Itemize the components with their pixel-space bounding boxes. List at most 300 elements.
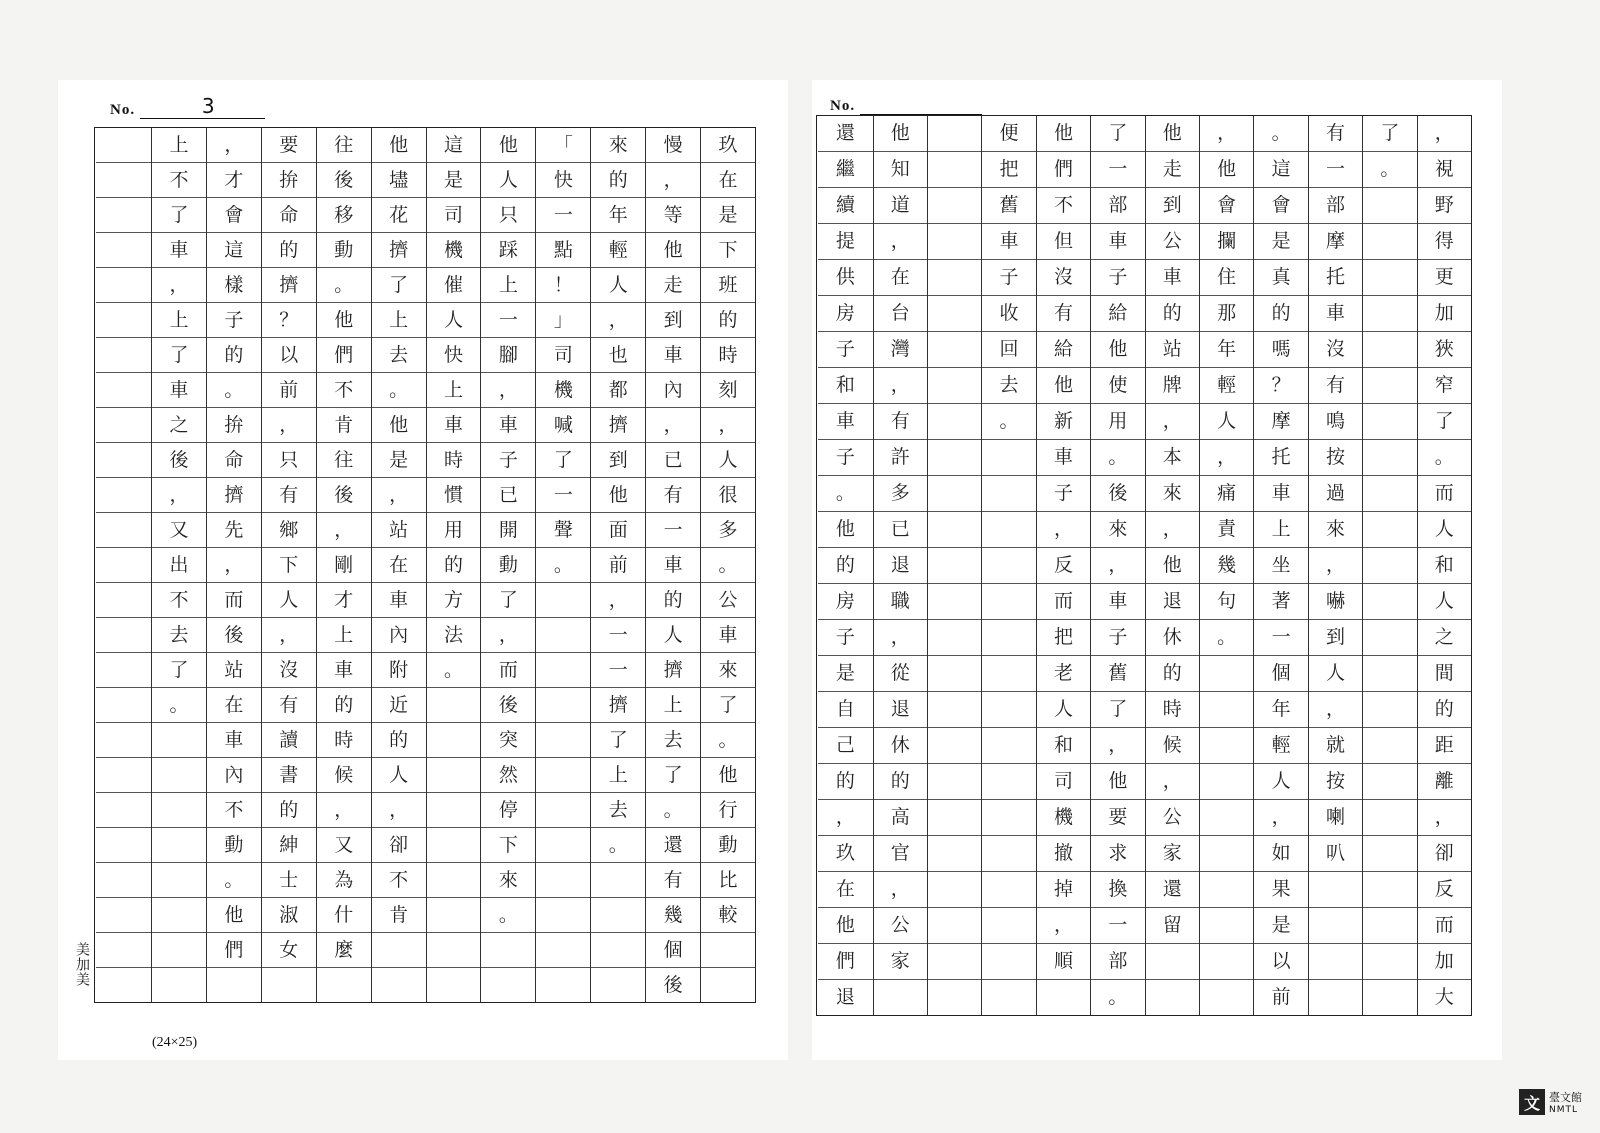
manuscript-cell: 高 bbox=[874, 799, 927, 835]
manuscript-cell: 突 bbox=[481, 722, 535, 757]
manuscript-cell: ， bbox=[317, 792, 371, 827]
manuscript-cell: 子 bbox=[207, 302, 261, 337]
manuscript-cell: 上 bbox=[427, 372, 481, 407]
manuscript-cell bbox=[536, 932, 590, 967]
manuscript-cell: 來 bbox=[481, 862, 535, 897]
manuscript-cell: 供 bbox=[818, 259, 872, 295]
manuscript-cell: 的 bbox=[207, 337, 261, 372]
manuscript-cell: 一 bbox=[481, 302, 535, 337]
manuscript-cell: 得 bbox=[1418, 223, 1471, 259]
manuscript-cell bbox=[1363, 655, 1416, 691]
manuscript-cell bbox=[481, 967, 535, 1002]
manuscript-cell: 停 bbox=[481, 792, 535, 827]
manuscript-cell: 喇 bbox=[1309, 799, 1362, 835]
manuscript-cell bbox=[1200, 655, 1253, 691]
manuscript-cell: 車 bbox=[1091, 583, 1144, 619]
manuscript-cell: 便 bbox=[999, 122, 1019, 144]
manuscript-cell: 樣 bbox=[207, 267, 261, 302]
manuscript-cell: 退 bbox=[874, 691, 927, 727]
manuscript-cell: 子 bbox=[481, 442, 535, 477]
manuscript-cell bbox=[96, 582, 151, 617]
manuscript-cell: 卻 bbox=[372, 827, 426, 862]
manuscript-cell: 更 bbox=[1418, 259, 1471, 295]
manuscript-cell: 人 bbox=[427, 302, 481, 337]
manuscript-cell: 換 bbox=[1091, 871, 1144, 907]
manuscript-cell: 一 bbox=[1091, 151, 1144, 187]
manuscript-cell: 他 bbox=[1037, 367, 1090, 403]
manuscript-cell: 是 bbox=[372, 442, 426, 477]
manuscript-cell: 子 bbox=[818, 619, 872, 655]
manuscript-cell: 有 bbox=[262, 477, 316, 512]
manuscript-cell: 為 bbox=[317, 862, 371, 897]
manuscript-cell: 壗 bbox=[372, 162, 426, 197]
manuscript-cell: ， bbox=[1146, 511, 1199, 547]
manuscript-cell bbox=[1200, 727, 1253, 763]
manuscript-cell: 後 bbox=[1091, 475, 1144, 511]
manuscript-column bbox=[316, 128, 371, 1002]
manuscript-cell: 然 bbox=[481, 757, 535, 792]
manuscript-cell bbox=[928, 619, 981, 655]
manuscript-cell: ， bbox=[317, 512, 371, 547]
manuscript-cell: 這 bbox=[207, 232, 261, 267]
manuscript-cell bbox=[96, 302, 151, 337]
manuscript-cell: 們 bbox=[207, 932, 261, 967]
manuscript-column bbox=[1308, 116, 1362, 1015]
manuscript-cell: 卻 bbox=[1418, 835, 1471, 871]
manuscript-cell: 踩 bbox=[481, 232, 535, 267]
manuscript-cell bbox=[982, 907, 1035, 943]
manuscript-cell: 狹 bbox=[1418, 331, 1471, 367]
manuscript-cell: 等 bbox=[646, 197, 700, 232]
manuscript-cell bbox=[1309, 943, 1362, 979]
manuscript-cell: 不 bbox=[152, 582, 206, 617]
manuscript-cell bbox=[928, 367, 981, 403]
manuscript-cell: 公 bbox=[1146, 223, 1199, 259]
manuscript-cell: 。 bbox=[701, 547, 755, 582]
page-number-prefix: No. bbox=[110, 102, 136, 118]
manuscript-cell: 公 bbox=[701, 582, 755, 617]
manuscript-cell: 那 bbox=[1200, 295, 1253, 331]
manuscript-cell: 行 bbox=[701, 792, 755, 827]
page-number-value: 3 bbox=[201, 94, 216, 118]
manuscript-cell: 的 bbox=[372, 722, 426, 757]
manuscript-cell bbox=[262, 967, 316, 1002]
manuscript-cell: 女 bbox=[262, 932, 316, 967]
manuscript-cell bbox=[1200, 907, 1253, 943]
manuscript-cell: 在 bbox=[372, 547, 426, 582]
manuscript-cell: 順 bbox=[1037, 943, 1090, 979]
manuscript-cell: 又 bbox=[317, 827, 371, 862]
manuscript-cell: 人 bbox=[591, 267, 645, 302]
manuscript-cell: 站 bbox=[207, 652, 261, 687]
manuscript-cell bbox=[427, 827, 481, 862]
manuscript-cell bbox=[1363, 907, 1416, 943]
manuscript-cell: ， bbox=[1146, 763, 1199, 799]
manuscript-cell: 近 bbox=[372, 687, 426, 722]
manuscript-cell bbox=[536, 582, 590, 617]
manuscript-cell bbox=[96, 162, 151, 197]
manuscript-cell bbox=[701, 932, 755, 967]
manuscript-cell: 子 bbox=[818, 439, 872, 475]
manuscript-cell: 己 bbox=[818, 727, 872, 763]
manuscript-cell bbox=[928, 691, 981, 727]
manuscript-cell bbox=[96, 967, 151, 1002]
manuscript-cell: 車 bbox=[372, 582, 426, 617]
manuscript-cell: 下 bbox=[262, 547, 316, 582]
manuscript-cell: ， bbox=[1037, 511, 1090, 547]
manuscript-cell: 命 bbox=[207, 442, 261, 477]
manuscript-cell bbox=[591, 897, 645, 932]
manuscript-cell bbox=[1363, 799, 1416, 835]
manuscript-cell: 用 bbox=[1091, 403, 1144, 439]
manuscript-cell bbox=[152, 897, 206, 932]
manuscript-cell bbox=[982, 835, 1035, 871]
manuscript-cell bbox=[1363, 691, 1416, 727]
manuscript-cell bbox=[96, 337, 151, 372]
manuscript-cell: 幾 bbox=[646, 897, 700, 932]
manuscript-cell: 一 bbox=[1309, 151, 1362, 187]
manuscript-cell: 房 bbox=[818, 583, 872, 619]
manuscript-column bbox=[818, 116, 872, 1015]
manuscript-cell: 已 bbox=[481, 477, 535, 512]
manuscript-cell bbox=[152, 722, 206, 757]
manuscript-cell bbox=[1200, 943, 1253, 979]
manuscript-cell: 。 bbox=[152, 687, 206, 722]
manuscript-cell: 收 bbox=[982, 295, 1035, 331]
manuscript-cell: 他 bbox=[207, 897, 261, 932]
manuscript-cell: 不 bbox=[1037, 187, 1090, 223]
manuscript-cell: 鄉 bbox=[262, 512, 316, 547]
manuscript-cell: 機 bbox=[1037, 799, 1090, 835]
manuscript-cell bbox=[536, 652, 590, 687]
manuscript-cell bbox=[1363, 727, 1416, 763]
manuscript-cell bbox=[152, 827, 206, 862]
manuscript-cell: 後 bbox=[207, 617, 261, 652]
manuscript-column bbox=[535, 128, 590, 1002]
manuscript-cell: 他 bbox=[1146, 547, 1199, 583]
manuscript-cell bbox=[928, 547, 981, 583]
manuscript-cell: 喊 bbox=[536, 407, 590, 442]
manuscript-cell: 又 bbox=[152, 512, 206, 547]
manuscript-cell bbox=[1363, 187, 1416, 223]
manuscript-cell: 會 bbox=[1254, 187, 1307, 223]
manuscript-cell: 離 bbox=[1418, 763, 1471, 799]
manuscript-cell: 都 bbox=[591, 372, 645, 407]
manuscript-cell: 是 bbox=[1254, 907, 1307, 943]
manuscript-cell: 牌 bbox=[1146, 367, 1199, 403]
manuscript-cell bbox=[207, 967, 261, 1002]
manuscript-cell: 刻 bbox=[701, 372, 755, 407]
manuscript-cell: 個 bbox=[646, 932, 700, 967]
manuscript-cell bbox=[1200, 835, 1253, 871]
manuscript-cell: ， bbox=[1091, 547, 1144, 583]
manuscript-cell bbox=[372, 932, 426, 967]
manuscript-cell: 車 bbox=[646, 337, 700, 372]
manuscript-cell: 人 bbox=[481, 162, 535, 197]
manuscript-cell: 人 bbox=[1254, 763, 1307, 799]
manuscript-cell: 什 bbox=[317, 897, 371, 932]
manuscript-column bbox=[590, 128, 645, 1002]
manuscript-cell: ， bbox=[591, 582, 645, 617]
manuscript-cell: 候 bbox=[1146, 727, 1199, 763]
manuscript-cell: 距 bbox=[1418, 727, 1471, 763]
manuscript-cell bbox=[928, 583, 981, 619]
manuscript-cell: 了 bbox=[1108, 122, 1128, 144]
manuscript-cell: 前 bbox=[262, 372, 316, 407]
manuscript-cell: 。 bbox=[207, 862, 261, 897]
manuscript-cell: 人 bbox=[372, 757, 426, 792]
manuscript-cell: 是 bbox=[701, 197, 755, 232]
manuscript-cell bbox=[427, 757, 481, 792]
manuscript-cell: 個 bbox=[1254, 655, 1307, 691]
manuscript-cell: 前 bbox=[591, 547, 645, 582]
manuscript-column bbox=[96, 128, 151, 1002]
manuscript-cell bbox=[982, 799, 1035, 835]
manuscript-cell: 多 bbox=[874, 475, 927, 511]
manuscript-cell: 的 bbox=[1146, 295, 1199, 331]
manuscript-cell: 的 bbox=[262, 232, 316, 267]
manuscript-cell: 托 bbox=[1309, 259, 1362, 295]
manuscript-cell: 他 bbox=[1053, 122, 1073, 144]
manuscript-cell: 班 bbox=[701, 267, 755, 302]
manuscript-cell: 家 bbox=[1146, 835, 1199, 871]
manuscript-cell bbox=[372, 967, 426, 1002]
manuscript-cell: 不 bbox=[152, 162, 206, 197]
manuscript-cell bbox=[96, 652, 151, 687]
manuscript-cell: 時 bbox=[701, 337, 755, 372]
manuscript-cell: 了 bbox=[481, 582, 535, 617]
manuscript-cell: 新 bbox=[1037, 403, 1090, 439]
manuscript-cell: 只 bbox=[262, 442, 316, 477]
manuscript-cell: 是 bbox=[818, 655, 872, 691]
manuscript-cell: 開 bbox=[481, 512, 535, 547]
manuscript-cell: 。 bbox=[701, 722, 755, 757]
manuscript-cell: 了 bbox=[1418, 403, 1471, 439]
manuscript-cell: 本 bbox=[1146, 439, 1199, 475]
manuscript-cell: 車 bbox=[152, 372, 206, 407]
manuscript-cell: 過 bbox=[1309, 475, 1362, 511]
manuscript-cell: 在 bbox=[874, 259, 927, 295]
manuscript-cell: 車 bbox=[1309, 295, 1362, 331]
manuscript-cell: 在 bbox=[818, 871, 872, 907]
manuscript-cell: ， bbox=[1200, 439, 1253, 475]
manuscript-cell: 。 bbox=[317, 267, 371, 302]
manuscript-cell bbox=[1363, 439, 1416, 475]
manuscript-cell: 。 bbox=[1091, 439, 1144, 475]
manuscript-cell: ， bbox=[874, 223, 927, 259]
manuscript-cell: 不 bbox=[317, 372, 371, 407]
manuscript-cell: ， bbox=[818, 799, 872, 835]
manuscript-cell bbox=[96, 547, 151, 582]
manuscript-cell: 車 bbox=[1037, 439, 1090, 475]
manuscript-cell: ， bbox=[646, 407, 700, 442]
manuscript-cell bbox=[96, 827, 151, 862]
manuscript-column bbox=[1036, 116, 1090, 1015]
manuscript-cell: 還 bbox=[835, 122, 855, 144]
manuscript-cell: 催 bbox=[427, 267, 481, 302]
manuscript-cell: 子 bbox=[982, 259, 1035, 295]
manuscript-column bbox=[1417, 116, 1471, 1015]
manuscript-cell: 而 bbox=[1418, 907, 1471, 943]
manuscript-cell: ， bbox=[262, 407, 316, 442]
manuscript-cell: 了 bbox=[591, 722, 645, 757]
manuscript-cell: 大 bbox=[1418, 979, 1471, 1015]
manuscript-cell: 老 bbox=[1037, 655, 1090, 691]
manuscript-cell: 提 bbox=[818, 223, 872, 259]
manuscript-cell: 。 bbox=[1200, 619, 1253, 655]
manuscript-cell bbox=[1309, 871, 1362, 907]
manuscript-cell: 去 bbox=[152, 617, 206, 652]
manuscript-cell: 續 bbox=[818, 187, 872, 223]
manuscript-grid-right bbox=[816, 115, 1472, 1016]
manuscript-cell: 他 bbox=[1091, 763, 1144, 799]
manuscript-cell: 擠 bbox=[262, 267, 316, 302]
archive-stamp-text bbox=[1549, 1089, 1582, 1115]
manuscript-cell: 才 bbox=[207, 162, 261, 197]
manuscript-cell: 拚 bbox=[262, 162, 316, 197]
manuscript-cell: 站 bbox=[1146, 331, 1199, 367]
manuscript-cell: 而 bbox=[481, 652, 535, 687]
manuscript-cell bbox=[536, 617, 590, 652]
manuscript-cell: 較 bbox=[701, 897, 755, 932]
manuscript-cell: 讀 bbox=[262, 722, 316, 757]
manuscript-cell: 按 bbox=[1309, 763, 1362, 799]
manuscript-cell: 比 bbox=[701, 862, 755, 897]
manuscript-cell: 人 bbox=[1309, 655, 1362, 691]
manuscript-cell bbox=[427, 722, 481, 757]
manuscript-cell: 人 bbox=[262, 582, 316, 617]
manuscript-cell: ， bbox=[152, 267, 206, 302]
manuscript-cell: 司 bbox=[1037, 763, 1090, 799]
manuscript-column bbox=[261, 128, 316, 1002]
manuscript-cell bbox=[96, 442, 151, 477]
archive-name-en: NMTL bbox=[1549, 1105, 1579, 1115]
manuscript-cell: 紳 bbox=[262, 827, 316, 862]
manuscript-cell bbox=[536, 967, 590, 1002]
manuscript-cell: 人 bbox=[646, 617, 700, 652]
manuscript-cell bbox=[1363, 763, 1416, 799]
manuscript-cell: 以 bbox=[1254, 943, 1307, 979]
manuscript-cell bbox=[591, 862, 645, 897]
manuscript-cell: 一 bbox=[1091, 907, 1144, 943]
manuscript-cell: 掉 bbox=[1037, 871, 1090, 907]
manuscript-cell: 一 bbox=[1254, 619, 1307, 655]
manuscript-cell bbox=[96, 512, 151, 547]
manuscript-cell: 車 bbox=[1146, 259, 1199, 295]
manuscript-cell bbox=[536, 827, 590, 862]
manuscript-cell bbox=[1037, 979, 1090, 1015]
manuscript-cell: 機 bbox=[427, 232, 481, 267]
manuscript-cell bbox=[928, 223, 981, 259]
manuscript-cell: 給 bbox=[1091, 295, 1144, 331]
manuscript-cell: 剛 bbox=[317, 547, 371, 582]
manuscript-cell bbox=[96, 757, 151, 792]
manuscript-cell: 動 bbox=[701, 827, 755, 862]
manuscript-cell bbox=[536, 722, 590, 757]
manuscript-cell: 會 bbox=[207, 197, 261, 232]
manuscript-cell: 肯 bbox=[317, 407, 371, 442]
manuscript-cell: 了 bbox=[536, 442, 590, 477]
manuscript-cell: 官 bbox=[874, 835, 927, 871]
manuscript-column bbox=[1362, 116, 1416, 1015]
manuscript-cell: 人 bbox=[701, 442, 755, 477]
manuscript-cell bbox=[1363, 871, 1416, 907]
manuscript-cell: 把 bbox=[982, 151, 1035, 187]
manuscript-cell: 。 bbox=[1271, 122, 1291, 144]
manuscript-cell bbox=[96, 932, 151, 967]
manuscript-cell: 把 bbox=[1037, 619, 1090, 655]
manuscript-cell: 人 bbox=[1037, 691, 1090, 727]
manuscript-column bbox=[480, 128, 535, 1002]
manuscript-cell: 慣 bbox=[427, 477, 481, 512]
manuscript-cell: 擠 bbox=[591, 687, 645, 722]
manuscript-cell: 麼 bbox=[317, 932, 371, 967]
manuscript-cell: 去 bbox=[372, 337, 426, 372]
manuscript-cell: 去 bbox=[982, 367, 1035, 403]
manuscript-cell: 是 bbox=[427, 162, 481, 197]
manuscript-cell: 要 bbox=[279, 133, 299, 156]
manuscript-cell: ， bbox=[646, 162, 700, 197]
manuscript-cell bbox=[536, 792, 590, 827]
manuscript-cell: 他 bbox=[1200, 151, 1253, 187]
manuscript-cell: 。 bbox=[372, 372, 426, 407]
manuscript-cell: 部 bbox=[1091, 943, 1144, 979]
manuscript-cell: 人 bbox=[1200, 403, 1253, 439]
manuscript-cell bbox=[96, 792, 151, 827]
manuscript-cell: 退 bbox=[818, 979, 872, 1015]
manuscript-cell: 時 bbox=[317, 722, 371, 757]
manuscript-cell: 下 bbox=[701, 232, 755, 267]
manuscript-cell: 有 bbox=[646, 862, 700, 897]
manuscript-cell bbox=[1363, 367, 1416, 403]
manuscript-cell: 。 bbox=[646, 792, 700, 827]
manuscript-cell bbox=[536, 687, 590, 722]
manuscript-cell: 托 bbox=[1254, 439, 1307, 475]
manuscript-cell: 輕 bbox=[591, 232, 645, 267]
manuscript-cell: 輕 bbox=[1254, 727, 1307, 763]
manuscript-grid-left bbox=[94, 127, 756, 1003]
manuscript-cell: 往 bbox=[334, 133, 354, 156]
manuscript-cell: 輕 bbox=[1200, 367, 1253, 403]
manuscript-cell: 到 bbox=[646, 302, 700, 337]
manuscript-cell: 。 bbox=[1363, 151, 1416, 187]
manuscript-cell: 如 bbox=[1254, 835, 1307, 871]
manuscript-cell: 子 bbox=[1091, 259, 1144, 295]
manuscript-cell: 子 bbox=[1091, 619, 1144, 655]
manuscript-cell: 。 bbox=[982, 403, 1035, 439]
manuscript-cell: 他 bbox=[389, 133, 409, 156]
manuscript-cell bbox=[427, 687, 481, 722]
manuscript-cell: 和 bbox=[1418, 547, 1471, 583]
manuscript-cell: 的 bbox=[1418, 691, 1471, 727]
manuscript-cell: 有 bbox=[262, 687, 316, 722]
manuscript-cell: 車 bbox=[317, 652, 371, 687]
manuscript-cell: 走 bbox=[1146, 151, 1199, 187]
manuscript-cell: 退 bbox=[874, 547, 927, 583]
manuscript-cell: 後 bbox=[646, 967, 700, 1002]
manuscript-cell: 年 bbox=[591, 197, 645, 232]
manuscript-cell: 已 bbox=[646, 442, 700, 477]
manuscript-cell: 公 bbox=[874, 907, 927, 943]
manuscript-cell: ， bbox=[1418, 799, 1471, 835]
manuscript-cell bbox=[1363, 403, 1416, 439]
manuscript-cell: 很 bbox=[701, 477, 755, 512]
manuscript-cell: 到 bbox=[1309, 619, 1362, 655]
manuscript-cell bbox=[1363, 943, 1416, 979]
manuscript-cell: 的 bbox=[701, 302, 755, 337]
manuscript-cell bbox=[591, 932, 645, 967]
manuscript-cell: 快 bbox=[536, 162, 590, 197]
